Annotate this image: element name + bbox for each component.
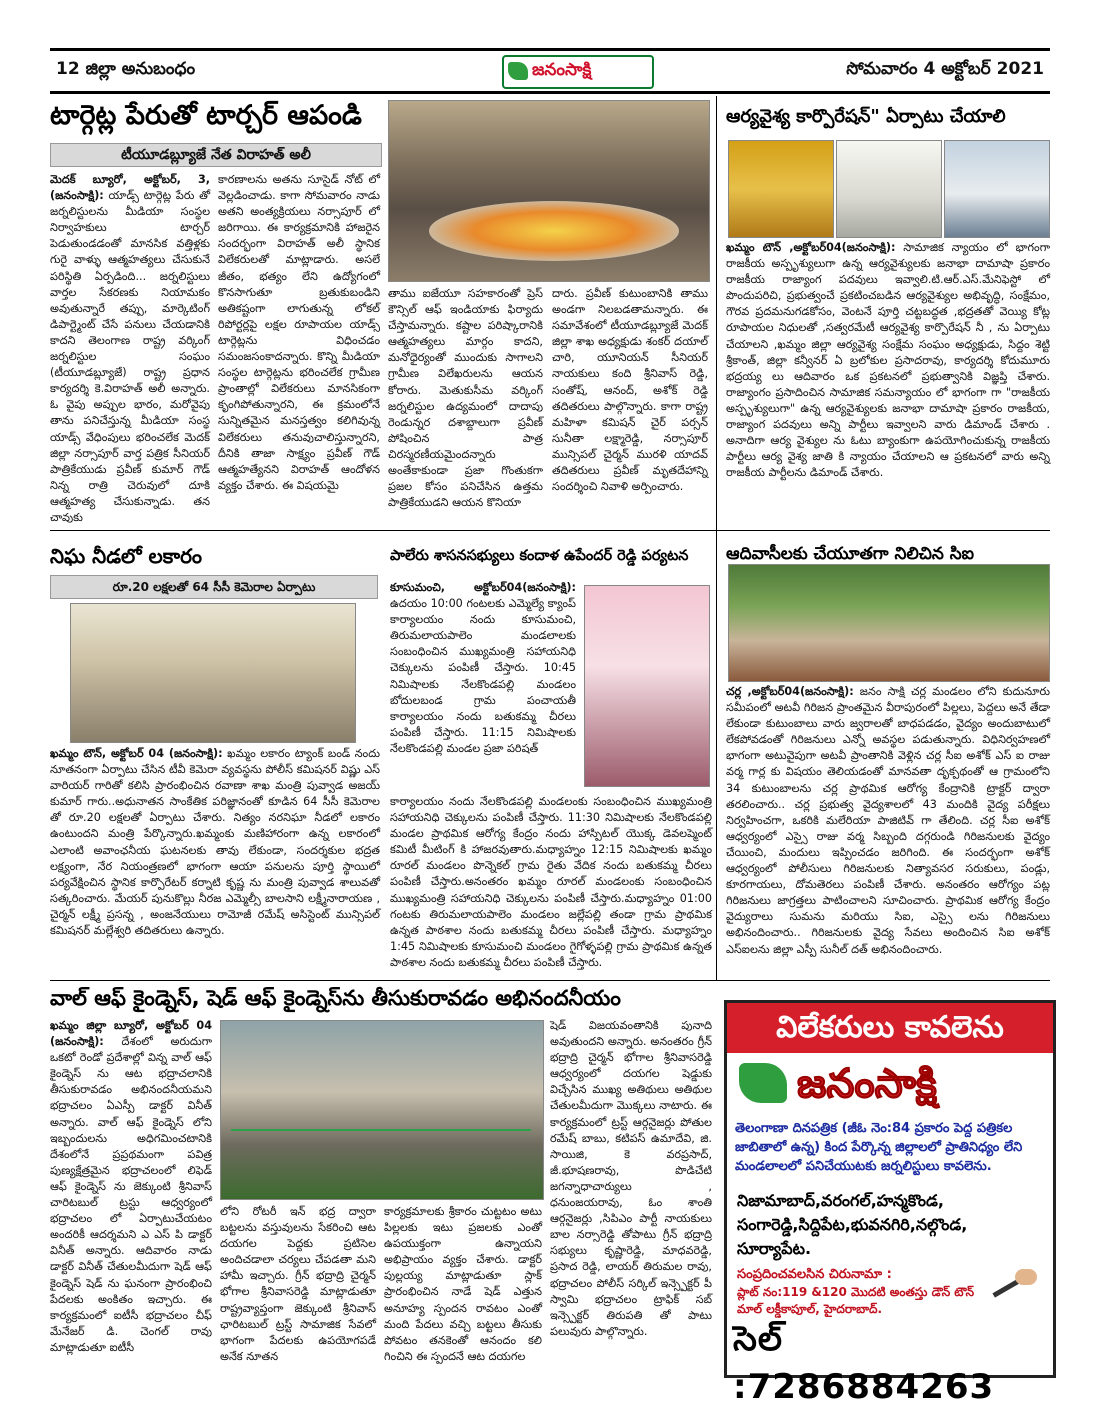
article1-col2: కారణాలను అతను సూసైడ్ నోట్ లో వెల్లడించాడు. కాగా సోమవారం నాడు అతని అంత్యక్రియలు నర్సాపూర్ లో జరిగాయి. ఈ కార్యక్రమానికి హాజరైన సందర్భంగా విరాహత్ అలీ స్థానిక విలేకరులతో మాట్లాడారు. అసలే జీతం, భత్యం లేని ఉద్యోగంలో కొనసాగుతూ బ్రతుకుబండిని అతికష్టంగా లాగుతున్న లోకల్ రిపోర్టర్లపై లక్షల రూపాయల యాడ్స్ టార్గెట్లను విధించడం సమంజసంకాదన్నారు. కొన్ని మీడియా సంస్థల టార్గెట్లను భరించలేక గ్రామీణ ప్రాంతాల్లో విలేకరులు మానసికంగా కృంగిపోతున్నారని, ఈ క్రమంలోనే సున్నితమైన మనస్తత్వం కలిగివున్న విలేకరులు తనువుచాలిస్తున్నారని, దీనికి తాజా సాక్ష్యం ప్రవీణ్ గౌడ్ ఆత్మహత్యేనని విరాహత్ ఆందోళన వ్యక్తం చేశారు. ఈ విషయమై (218, 173, 380, 492)
article1-col1-text: యాడ్స్ టార్గెట్ల పేరు తో జర్నలిస్టులను మీడియా సంస్థల నిర్వాహకులు టార్చర్ పెడుతుండడంతో మానసిక వత్తిళ్లకు గురై వాళ్ళు ఆత్మహత్యలు చేసుకునే పరిస్థితి ఏర్పడింది... జర్నలిస్టులు వార్తల సేకరణకు నియామకం అవుతున్నారే తప్పు, మార్కెటింగ్ డిపార్ట్మెంట్ చేసే పనులు చేయడానికి కాదని తెలంగాణ రాష్ట్ర వర్కింగ్ జర్నలిస్టుల సంఘం (టీయూడబ్ల్యూజే) రాష్ట్ర ప్రధాన కార్యదర్శి కె.విరాహత్ అలీ అన్నారు. ఓ వైపు అప్పుల భారం, మరోవైపు తాను పనిచేస్తున్న మీడియా సంస్థ యాడ్స్ వేధింపులు భరించలేక మెదక్ జిల్లా నర్సాపూర్ వార్త పత్రిక సీనియర్ పాత్రికేయుడు ప్రవీణ్ కుమార్ గౌడ్ నిన్న రాత్రి చెరువులో దూకి ఆత్మహత్య చేసుకున్నాడు. తన చావుకు (50, 189, 210, 524)
advert-cell-number: సెల్ :7286884263 (733, 1319, 995, 1407)
cctv-launch-photo (70, 603, 356, 743)
article2-title: ఆర్యవైశ్య కార్పొరేషన్" ఏర్పాటు చేయాలి (726, 106, 1006, 127)
mla-portrait-photo (584, 585, 710, 787)
article1-col1 (50, 172, 210, 524)
article6-col2: లోని రోటరీ ఇన్ భద్ర ద్వారా బట్టలను వస్తువులను సేకరించి ఆట దయగల పెద్దకు ప్రటిసెల అందిచడాలా చర్యలు చేపడతా మని హామీ ఇచ్చారు. గ్రీన్ భద్రాద్రి చైర్మన్ భోగాల శ్రీనివాసరెడ్డి మాట్లాడుతూ రాష్ట్రవ్యాప్తంగా జెక్కుంటి శ్రీనివాస్ ఛారిటబుల్ ట్రస్ట్ సామాజిక సేవలో భాగంగా పేదలకు ఉపయోగపడే అనేక నూతన (220, 1205, 376, 1363)
section-divider-2 (50, 980, 1050, 981)
tribal-relief-photo (728, 564, 1050, 682)
article4-dateline: కూసుమంచి, అక్టోబర్04(జనంసాక్షి): (390, 581, 576, 594)
article4-title: పాలేరు శాసనసభ్యులు కందాళ ఉపేందర్ రెడ్డి పర్యటన (390, 548, 689, 564)
advert-contact-label: సంప్రదించవలసిన చిరునామా : (737, 1267, 892, 1282)
advert-line1: తెలంగాణా దినపత్రిక (జీఓ నెం:84 ప్రకారం పెద్ద పత్రికల జాబితాలో ఉన్న) కింద పేర్కొన్న జిల్లాలలో ప్రాతినిధ్యం లేని మండలాలలో పనిచేయుటకు జర్నలిస్టులు కావలెను. (735, 1121, 1023, 1174)
portrait-photo-2 (836, 140, 942, 238)
article6-col4: షెడ్ విజయవంతానికి పునాది అవుతుందని అన్నారు. అనంతరం గ్రీన్ భద్రాద్రి చైర్మన్ భోగాల శ్రీనివాసరెడ్డి ఆధ్వర్యంలో దయగల షెడ్డుకు విచ్చేసిన ముఖ్య అతిథులు అతిథుల చేతులమీదుగా మొక్కలు నాటారు. ఈ కార్యక్రమంలో ట్రస్ట్ ఆర్గనైజర్లు పోతుల రమేష్ బాబు, కటిపస్ ఉమాదేవి, జి. సాయిజి, కె వరప్రసాద్, జీ.భూషణరావు, పొడిచేటి జగన్నాధాచార్యులు , ధనుంజయరావు, ఓం శాంతి ఆర్గనైజర్లు ,సిపిఎం పార్టీ నాయకులు బాల నర్సారెడ్డి తోపాటు గ్రీన్ భద్రాద్రి సభ్యులు కృష్ణారెడ్డి, మాధవరెడ్డి, ప్రసాద రెడ్డి, లాయర్ తిరుమల రావు, భద్రాచలం పోలీస్ సర్కిల్ ఇన్స్పెక్టర్ పీ స్వామి భద్రాచలం ట్రాఫిక్ సబ్ ఇన్స్పెక్టర్ తిరుపతి తో పాటు పలువురు పాల్గొన్నారు. (550, 1019, 712, 1338)
article3-dateline: ఖమ్మం టౌన్, అక్టోబర్ 04 (జనంసాక్షి): (50, 747, 223, 760)
funeral-photo (388, 100, 710, 282)
page-label: 12 జిల్లా అనుబంధం (56, 59, 196, 79)
ribbon-cutting-photo (220, 1020, 544, 1200)
article4-wide: కార్యాలయం నందు నేలకొండపల్లి మండలంకు సంబంధించిన ముఖ్యమంత్రి సహాయనిధి చెక్కులను పంపిణీ చేస్తారు. 11:30 నిమిషాలకు నేలకొండపల్లి మండల ప్రాథమిక ఆరోగ్య కేంద్రం నందు హాస్పిటల్ యొక్క డెవలప్మెంట్ కమిటీ మీటింగ్ కి హాజరవుతారు.మధ్యాహ్నం 12:15 నిమిషాలకు ఖమ్మం రూరల్ మండలం పొన్నెకల్ గ్రామ రైతు వేదిక నందు బతుకమ్మ చీరలు పంపిణీ చేస్తారు.అనంతరం ఖమ్మం రూరల్ మండలంకు సంబంధించిన ముఖ్యమంత్రి సహాయనిధి చెక్కులను పంపిణీ చేస్తారు.మధ్యాహ్నం 01:00 గంటకు తిరుమలాయపాలెం మండలం జల్లేపల్లి తండా గ్రామ ప్రాథమిక ఉన్నత పాఠశాల నందు బతుకమ్మ చీరలు పంపిణీ చేస్తారు. మధ్యాహ్నం 1:45 నిమిషాలకు కూసుమంచి మండలం గైగోళ్ళపల్లి గ్రామ ప్రాథమిక ఉన్నత పాఠశాల నందు బతుకమ్మ చీరలు పంపిణీ చేస్తారు. (390, 795, 712, 969)
issue-date: సోమవారం 4 అక్టోబర్ 2021 (846, 59, 1044, 79)
flower-garland-shape (429, 201, 679, 261)
article3-text: ఖమ్మం లకారం ట్యాంక్ బండ్ నందు నూతనంగా ఏర్పాటు చేసిన టీవీ కెమెరా వ్యవస్థను పోలీస్ కమిషనర్ విష్ణు ఎస్ వారియర్ గారితో కలిసి ప్రారంభించిన రవాణా శాఖ మంత్రి పువ్వాడ అజయ్ కుమార్ గారు..అధునాతన సాంకేతిక పరిజ్ఞానంతో కూడిన 64 సీసీ కెమెరాల తో రూ.20 లక్షలతో ఏర్పాటు చేశారు. నిత్యం నరనిఘా నీడలో లకారం ఉంటుందని మంత్రి పేర్కొన్నారు.ఖమ్మంకు మణిహారంగా ఉన్న లకారంలో ఎలాంటి అవాంఛనీయ ఘటనలకు తావు లేకుండా, సందర్శకుల భద్రత లక్ష్యంగా, నేర నియంత్రణలో భాగంగా ఆయా పనులను పూర్తి స్థాయిలో పర్యవేక్షించిన స్థానిక కార్పొరేటర్ కర్నాటి కృష్ణ ను మంత్రి పువ్వాడ శాలువతో సత్కరించారు. మేయర్ పునుకొల్లు నీరజ ఎమ్మెల్సీ బాలసాని లక్ష్మీనారాయణ , చైర్మన్ లక్ష్మీ ప్రసన్న , అంజనేయులు రామోజీ రమేష్ అసిస్టెంట్ మున్సిపల్ కమిషనర్ మల్లేశ్వరి తదితరులు ఉన్నారు. (50, 747, 380, 938)
article2-text: సామాజిక న్యాయం లో భాగంగా రాజకీయ అస్పృశ్యులుగా ఉన్న ఆర్యవైశ్యులకు జనాభా దామాషా ప్రకారం రాజకీయ రాజ్యాంగ పదవులు ఇవ్వాలి.టి.ఆర్.ఎస్.మేనిఫెస్టో లో పొందుపరిచి, ప్రభుత్వంచే ప్రకటించబడిన ఆర్యవైశ్యుల అభివృద్ధి, సంక్షేమం, గౌరవ ప్రదమనుగడకోసం, వెంటనే పూర్తి చట్టబద్ధత ,భద్రతతో వెయ్యి కోట్ల రూపాయల నిధులతో ,సత్వరమేటీ ఆర్యవైశ్య కార్పొరేషన్ నీ , ను ఏర్పాటు చేయాలని ,ఖమ్మం జిల్లా ఆర్యవైశ్య సంక్షేమ సంఘం అధ్యక్షుడు, సిద్దం శెట్టి శ్రీకాంత్, జిల్లా కన్వీనర్ ఏ బ్రలోకుల ప్రసాదరావు, కార్యదర్శి కోదుమూరు భద్రయ్య లు ఆదివారం ఒక ప్రకటనలో ప్రభుత్వానికి విజ్ఞప్తి చేశారు. రాజ్యాంగం ప్రసాదించిన సామాజిక సమన్యాయం లో భాగంగా గా "రాజకీయ అస్పృశ్యులుగా" ఉన్న ఆర్యవైశ్యులకు జనాభా దామాషా ప్రకారం రాజకీయ, రాజ్యాంగ పదవులు అన్ని పార్టీలు ఇవ్వాలని వారు డిమాండ్ చేశారు . అనాదిగా ఆర్య వైశ్యుల ను ఓటు బ్యాంకుగా ఉపయోగించుకున్న రాజకీయ పార్టీలు ఆర్య వైశ్య జాతి కి న్యాయం చేయాలని ఆ ప్రకటనలో వారు అన్ని రాజకీయ పార్టీలను డిమాండ్ చేశారు. (726, 241, 1050, 480)
advert-districts: నిజామాబాద్,వరంగల్,హన్మకొండ, సంగారెడ్డి,సిద్దిపేట,భువనగిరి,నల్గొండ, సూర్యాపేట. (737, 1191, 968, 1258)
advert-address: ప్లాట్ నం:119 &120 మొదటి అంతస్తు డౌన్ టౌన్ మాల్ లక్డీకాపూల్, హైదరాబాద్. (737, 1285, 975, 1316)
article6-col3: కార్యక్రమాలకు శ్రీకారం చుట్టటం అటు పిల్లలకు ఇటు ప్రజలకు ఎంతో ఉపయుక్తంగా ఉన్నాయని అభిప్రాయం వ్యక్తం చేశారు. డాక్టర్ పుల్లయ్య మాట్లాడుతూ స్లాక్ ప్రారంభించిన నాడే షెడ్ ఎత్తున అనూహ్య స్పందన రావటం ఎంతో మంది పేదలు వచ్చి బట్టలు తీసుకు పోవటం తనకెంతో ఆనందం కలి గించిని ఈ స్పందనే ఆట దయగల (384, 1205, 542, 1363)
article5-title: ఆదివాసీలకు చేయూతగా నిలిచిన సిఐ (726, 544, 975, 564)
article3-subtitle: రూ.20 లక్షలతో 64 సీసీ కెమెరాల ఏర్పాటు (50, 575, 378, 599)
masthead-logo (502, 55, 654, 89)
article3-body (50, 746, 380, 970)
masthead-title: జనంసాక్షి (532, 60, 592, 80)
article1-col4: దారు. ప్రవీణ్ కుటుంబానికి తాము అండగా నిలబడతామన్నారు. ఈ సమావేశంలో టీయూడబ్ల్యూజే మెదక్ జిల్లా శాఖ అధ్యక్షుడు శంకర్ దయాల్ చారి, యూనియన్ సీనియర్ నాయకులు కంది శ్రీనివాస్ రెడ్డి, సంతోష్, ఆనంద్, అశోక్ రెడ్డి తదితరులు పాల్గొన్నారు. కాగా రాష్ట్ర మహిళా కమిషన్ చైర్ పర్సన్ సునీతా లక్ష్మారెడ్డి, నర్సాపూర్ మున్సిపల్ చైర్మన్ మురళి యాదవ్ తదితరులు ప్రవీణ్ మృతదేహాన్ని సందర్శించి నివాళి అర్పించారు. (552, 287, 708, 494)
article1-subtitle: టీయూడబ్ల్యూజే నేత విరాహత్ అలీ (50, 143, 382, 167)
article6-col1-text: దేశంలో అరుదుగా ఒకటో రెండో ప్రదేశాల్లో విన్న వాల్ ఆఫ్ కైండ్నెస్ ను ఆట భద్రాచలానికి తీసుకురావడం అభినందనీయమని భద్రాచలం ఏఎస్పీ డాక్టర్ వినీత్ అన్నారు. వాల్ ఆఫ్ కైండ్నెస్ లోని ఇబ్బందులను అధిగమించటానికి దేశంలోనే ప్రప్రథమంగా పవిత్ర పుణ్యక్షేత్రమైన భద్రాచలంలో లిఫెడ్ ఆఫ్ కైండ్నెస్ ను జెక్కుంటి శ్రీనివాస్ చారిటబుల్ ట్రస్టు ఆధ్వర్యంలో భద్రాచలం లో ఏర్పాటుచేయటం అందరికీ ఆదర్శమని ఎ ఎస్ పి డాక్టర్ వినీత్ అన్నారు. ఆదివారం నాడు డాక్టర్ వినీత్ చేతులమీదుగా షెడ్ ఆఫ్ కైండ్నెస్ షెడ్ ను ఘనంగా ప్రారంభించి పేదలకు అంకితం ఇచ్చారు. ఈ కార్యక్రమంలో ఐటీసీ భద్రాచలం చీఫ్ మేనేజర్ డి. చెంగల్ రావు మాట్లాడుతూ ఐటీసీ (50, 1035, 212, 1354)
portrait-photo-3 (944, 140, 1050, 238)
page-header (50, 48, 1050, 94)
advert-heading: విలేకరులు కావలెను (727, 1003, 1053, 1053)
column-divider (716, 96, 717, 980)
green-ribbon-shape (231, 1129, 531, 1131)
telangana-map-icon (739, 1063, 787, 1103)
article1-title: టార్గెట్ల పేరుతో టార్చర్ ఆపండి (50, 100, 362, 131)
article6-title: వాల్ ఆఫ్ కైండ్నెస్, షెడ్ ఆఫ్ కైండ్నెస్‌ను తీసుకురావడం అభినందనీయం (50, 986, 621, 1010)
article5-dateline: చర్ల ,అక్టోబర్04(జనంసాక్షి): (726, 685, 854, 698)
advert-logo: జనంసాక్షి (797, 1061, 937, 1107)
section-divider (50, 530, 1050, 531)
article6-dateline: ఖమ్మం జిల్లా బ్యూరో, అక్టోబర్ 04 (జనంసాక్షి): (50, 1019, 212, 1049)
reporters-wanted-advert (724, 1000, 1056, 1407)
article1-dateline: మెదక్ బ్యూరో, అక్టోబర్, 3, (జనంసాక్షి): (50, 173, 210, 203)
telangana-map-icon (508, 62, 528, 80)
article4-text-narrow: ఉదయం 10:00 గంటలకు ఎమ్మెల్యే క్యాంప్ కార్యాలయం నందు కూసుమంచి, తిరుమలాయపాలెం మండలాలకు సంబంధించిన ముఖ్యమంత్రి సహాయనిధి చెక్కులను పంపిణీ చేస్తారు. 10:45 నిమిషాలకు నేలకొండపల్లి మండలం బోదులబండ గ్రామ పంచాయతీ కార్యాలయం నందు బతుకమ్మ చీరలు పంపిణీ చేస్తారు. 11:15 నిమిషాలకు నేలకొండపల్లి మండల ప్రజా పరిషత్ (390, 597, 576, 755)
article1-col3: తాము ఐజేయూ సహకారంతో ప్రెస్ కౌన్సిల్ ఆఫ్ ఇండియాకు ఫిర్యాదు చేస్తామన్నారు. కష్టాల పరిష్కారానికి ఆత్మహత్యలు మార్గం కాదని, మనోధైర్యంతో ముందుకు సాగాలని గ్రామీణ విలేఖరులను ఆయన కోరారు. మెతుకుసీమ వర్కింగ్ జర్నలిస్టుల ఉద్యమంలో దాదాపు రెండున్నర దశాబ్దాలుగా ప్రవీణ్ పోషించిన పాత్ర చిరస్మరణీయమైందన్నారు అంతేకాకుండా ప్రజా గొంతుకగా ప్రజల కోసం పనిచేసిన ఉత్తమ పాత్రికేయుడని ఆయన కొనియా (388, 287, 543, 510)
portrait-photo-1 (728, 140, 834, 238)
article3-title: నిఘ నీడలో లకారం (50, 544, 203, 568)
article5-body (726, 684, 1050, 972)
article4-narrow (390, 580, 576, 790)
article2-body (726, 240, 1050, 524)
writing-hand-icon (985, 1261, 1043, 1301)
article6-col1 (50, 1018, 212, 1374)
article5-text: జనం సాక్షి చర్ల మండలం లోని కుదునూరు సమీపంలో అటవీ గిరిజన ప్రాంతమైన వీరాపురంలో పిల్లలు, పెద్దలు అనే తేడా లేకుండా కుటుంబాలు వారు జ్వరాలతో బాధపడడం, వైద్యం అందుబాటులో లేకపోవడంతో గిరిజనులు ఎన్నో అవస్థల పడుతున్నారు. విధినిర్వహణలో భాగంగా అటువైపుగా అటవీ ప్రాంతానికి వెళ్లిన చర్ల సీఐ అశోక్ ఎస్ ఐ రాజు వర్మ గార్ల కు విషయం తెలియడంతో మానవతా దృక్పథంతో ఆ గ్రామంలోని 34 కుటుంబాలను చర్ల ప్రాథమిక ఆరోగ్య కేంద్రానికి ట్రాక్టర్ ద్వారా తరలించారు.. చర్ల ప్రభుత్వ వైద్యశాలలో 43 మందికి వైద్య పరీక్షలు నిర్వహించగా, ఒకరికి మలేరియా పాజిటివ్ గా తేలింది. చర్ల సీఐ అశోక్ ఆధ్వర్యంలో ఎస్సై రాజు వర్మ సిబ్బంది దగ్గరుండి గిరిజనులకు వైద్యం చేయించి, మందులు ఇప్పించడం జరిగింది. ఈ సందర్భంగా అశోక్ ఆధ్వర్యంలో పోలీసులు గిరిజనులకు నిత్యావసర సరుకులు, పండ్లు, కూరగాయలు, దోమతెరలు పంపిణీ చేశారు. అనంతరం ఆరోగ్యం పట్ల గిరిజనులు జాగ్రత్తలు పాటించాలని సూచించారు. ప్రాథమిక ఆరోగ్య కేంద్రం వైద్యురాలు సుమను మరియు సిఐ, ఎస్సై లను గిరిజనులు అభినందించారు.. గిరిజనులకు వైద్య సేవలు అందించిన సిఐ అశోక్ ఎస్ఐలను జిల్లా ఎస్పీ సునీల్ దత్ అభినందించారు. (726, 685, 1050, 956)
article2-dateline: ఖమ్మం టౌన్ ,అక్టోబర్04(జనంసాక్షి): (726, 241, 896, 254)
